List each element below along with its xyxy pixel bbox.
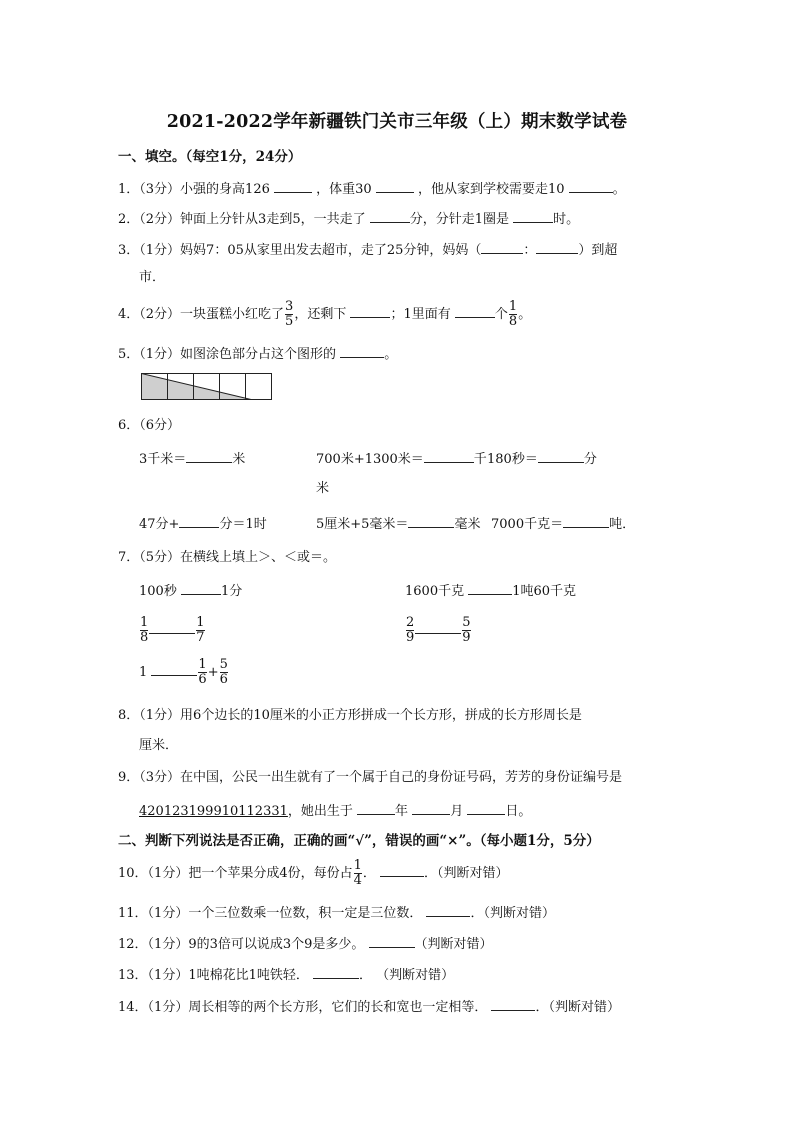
q10-text-a: 10．（1分）把一个苹果分成4份，每份占: [118, 866, 353, 881]
q4-fraction-1: [285, 300, 293, 329]
q14-text-b: ．（判断对错）: [535, 1000, 620, 1015]
q6-item-5-text: 5厘米+5毫米＝: [316, 517, 409, 532]
q6-blank-6[interactable]: [563, 515, 609, 528]
q6-item-6-text: 7000千克＝: [491, 517, 564, 532]
q6-item-4-text: 47分+: [139, 517, 180, 532]
q7-blank-1[interactable]: [181, 582, 221, 595]
q1-blank-3[interactable]: [569, 180, 613, 193]
q12-text-b: （判断对错）: [414, 937, 493, 952]
question-7-heading: 7．（5分）在横线上填上＞、＜或＝。: [118, 550, 337, 565]
q13-text-c: （判断对错）: [376, 968, 455, 983]
q7-frac-5-6: [220, 658, 228, 687]
q7-blank-4[interactable]: [415, 621, 461, 634]
q4-text-d: 个: [494, 307, 508, 322]
q6-item-3: [487, 450, 597, 468]
q8-continuation: 厘米．: [139, 738, 179, 753]
q6-blank-2[interactable]: [424, 450, 474, 463]
q3-text-b: ：: [523, 243, 537, 258]
q12-blank[interactable]: [369, 935, 415, 948]
q6-blank-4[interactable]: [179, 515, 219, 528]
q7-plus-sign: +: [207, 665, 219, 680]
q9-day-label: 日。: [505, 804, 532, 819]
q13-blank[interactable]: [313, 966, 359, 979]
q7-frac-1-8: [140, 616, 148, 645]
q3-text-a: 3．（1分）妈妈7：05从家里出发去超市，走了25分钟，妈妈（: [118, 243, 482, 258]
q3-blank-2[interactable]: [536, 241, 578, 254]
section-2-heading: 二、判断下列说法是否正确，正确的画“√”，错误的画“×”。（每小题1分，5分）: [118, 833, 600, 849]
q1-blank-1[interactable]: [274, 180, 312, 193]
q7-frac5-num: 1: [198, 657, 207, 672]
q4-frac1-den: 5: [285, 314, 294, 329]
q13-text-b: ．: [359, 968, 373, 983]
q1-text-c: ，他从家到学校需要走10: [417, 182, 565, 197]
question-12: [118, 935, 493, 953]
q4-frac2-num: 1: [508, 299, 518, 314]
question-10: [118, 858, 509, 890]
q1-text-b: ，体重30: [316, 182, 372, 197]
q6-item-5: [316, 515, 480, 533]
q9-continuation: [139, 802, 531, 820]
q7-frac-1-7: [196, 616, 204, 645]
q6-blank-3[interactable]: [538, 450, 584, 463]
q6-blank-1[interactable]: [186, 450, 232, 463]
q6-item-1-unit: 米: [232, 452, 246, 467]
q9-blank-month[interactable]: [412, 802, 450, 815]
section-1-heading: 一、填空。（每空1分，24分）: [118, 149, 302, 165]
q6-item-2-unit: 千: [473, 452, 487, 467]
q7-item-4: [405, 614, 472, 648]
q9-text-b: ，她出生于: [287, 804, 353, 819]
q7-blank-5[interactable]: [151, 663, 197, 676]
q6-item-4: [139, 515, 267, 533]
q6-item-3-unit: 分: [583, 452, 597, 467]
q7-item-2: [405, 582, 576, 600]
q7-frac6-num: 5: [219, 657, 228, 672]
q7-item-2-right: 1吨60千克: [512, 584, 577, 599]
q9-blank-day[interactable]: [467, 802, 505, 815]
q14-text-a: 14．（1分）周长相等的两个长方形，它们的长和宽也一定相等．: [118, 1000, 488, 1015]
q7-item-1-right: 1分: [220, 584, 243, 599]
q4-text-b: ，还剩下: [294, 307, 347, 322]
q7-frac-5-9: [462, 616, 470, 645]
q7-frac4-num: 5: [462, 615, 471, 630]
question-4: [118, 300, 531, 330]
q5-blank[interactable]: [340, 345, 384, 358]
question-11: [118, 904, 555, 922]
q5-text-a: 5．（1分）如图涂色部分占这个图形的: [118, 347, 337, 362]
q7-frac1-den: 8: [140, 630, 149, 645]
q10-text-c: ．（判断对错）: [424, 866, 509, 881]
q4-text-a: 4．（2分）一块蛋糕小红吃了: [118, 307, 285, 322]
q6-blank-5[interactable]: [408, 515, 454, 528]
q2-text-a: 2．（2分）钟面上分针从3走到5，一共走了: [118, 212, 366, 227]
q2-blank-1[interactable]: [370, 210, 410, 223]
q3-text-c: ）到超: [578, 243, 618, 258]
question-13: [118, 966, 454, 984]
q2-text-c: 时。: [553, 212, 580, 227]
q12-text-a: 12．（1分）9的3倍可以说成3个9是多少。: [118, 937, 365, 952]
q6-item-2-unit-wrap: 米: [316, 481, 330, 496]
q1-text-d: 。: [612, 182, 626, 197]
q7-item-5-left: 1: [139, 665, 148, 680]
q7-blank-2[interactable]: [468, 582, 512, 595]
q5-text-b: 。: [384, 347, 398, 362]
question-8: 8．（1分）用6个边长的10厘米的小正方形拼成一个长方形，拼成的长方形周长是: [118, 708, 582, 723]
q10-frac-num: 1: [353, 858, 362, 873]
q2-blank-2[interactable]: [513, 210, 553, 223]
q4-text-c: ；1里面有: [390, 307, 451, 322]
q7-item-1: [139, 582, 242, 600]
q7-item-1-left: 100秒: [139, 584, 177, 599]
exam-title: 2021-2022学年新疆铁门关市三年级（上）期末数学试卷: [166, 112, 628, 132]
q6-item-5-unit: 毫米: [454, 517, 481, 532]
q7-frac3-num: 2: [406, 615, 415, 630]
q11-text-a: 11．（1分）一个三位数乘一位数，积一定是三位数．: [118, 906, 423, 921]
q7-item-5: [139, 656, 229, 690]
q6-item-2: [316, 450, 487, 468]
q6-item-1-text: 3千米＝: [139, 452, 187, 467]
q9-id-number: 420123199910112331: [139, 804, 288, 819]
q1-text-a: 1．（3分）小强的身高126: [118, 182, 270, 197]
q5-shaded-figure: [141, 373, 273, 401]
q7-frac1-num: 1: [140, 615, 149, 630]
q10-text-b: ．: [362, 866, 376, 881]
q4-blank-1[interactable]: [350, 305, 390, 318]
q7-frac5-den: 6: [198, 672, 207, 687]
q7-frac2-num: 1: [196, 615, 205, 630]
q6-item-4-unit: 分＝1时: [219, 517, 267, 532]
q6-item-2-text: 700米+1300米＝: [316, 452, 424, 467]
q6-item-1: [139, 450, 245, 468]
question-2: [118, 210, 579, 228]
q10-blank[interactable]: [380, 864, 424, 877]
q7-frac-2-9: [406, 616, 414, 645]
q11-text-b: ．（判断对错）: [470, 906, 555, 921]
q9-blank-year[interactable]: [357, 802, 395, 815]
question-1: [118, 180, 626, 198]
q1-blank-2[interactable]: [376, 180, 414, 193]
question-3: [118, 241, 617, 259]
q10-frac-den: 4: [353, 873, 362, 888]
q7-frac-1-6: [198, 658, 206, 687]
q7-item-2-left: 1600千克: [405, 584, 465, 599]
q10-fraction: [354, 859, 362, 888]
q7-item-3: [139, 614, 206, 648]
question-5: [118, 345, 397, 363]
question-6-heading: 6．（6分）: [118, 418, 181, 433]
q4-blank-2[interactable]: [455, 305, 495, 318]
q6-item-3-text: 180秒＝: [487, 452, 538, 467]
q11-blank[interactable]: [426, 904, 470, 917]
q4-frac2-den: 8: [508, 314, 518, 329]
q4-text-e: 。: [518, 307, 532, 322]
question-9: 9．（3分）在中国，公民一出生就有了一个属于自己的身份证号码，芳芳的身份证编号是: [118, 770, 623, 785]
q7-blank-3[interactable]: [149, 621, 195, 634]
q9-month-label: 月: [450, 804, 464, 819]
question-14: [118, 998, 620, 1016]
q4-frac1-num: 3: [285, 299, 294, 314]
q7-frac3-den: 9: [406, 630, 415, 645]
q9-year-label: 年: [395, 804, 409, 819]
q2-text-b: 分，分针走1圈是: [409, 212, 510, 227]
q7-frac2-den: 7: [196, 630, 205, 645]
q4-fraction-2: [509, 300, 517, 329]
q6-item-6-unit: 吨．: [609, 517, 636, 532]
q7-frac6-den: 6: [219, 672, 228, 687]
q14-blank[interactable]: [491, 998, 535, 1011]
q3-continuation: 市．: [139, 270, 166, 285]
q7-frac4-den: 9: [462, 630, 471, 645]
q3-blank-1[interactable]: [481, 241, 523, 254]
q6-item-6: [491, 515, 635, 533]
q13-text-a: 13．（1分）1吨棉花比1吨铁轻．: [118, 968, 309, 983]
